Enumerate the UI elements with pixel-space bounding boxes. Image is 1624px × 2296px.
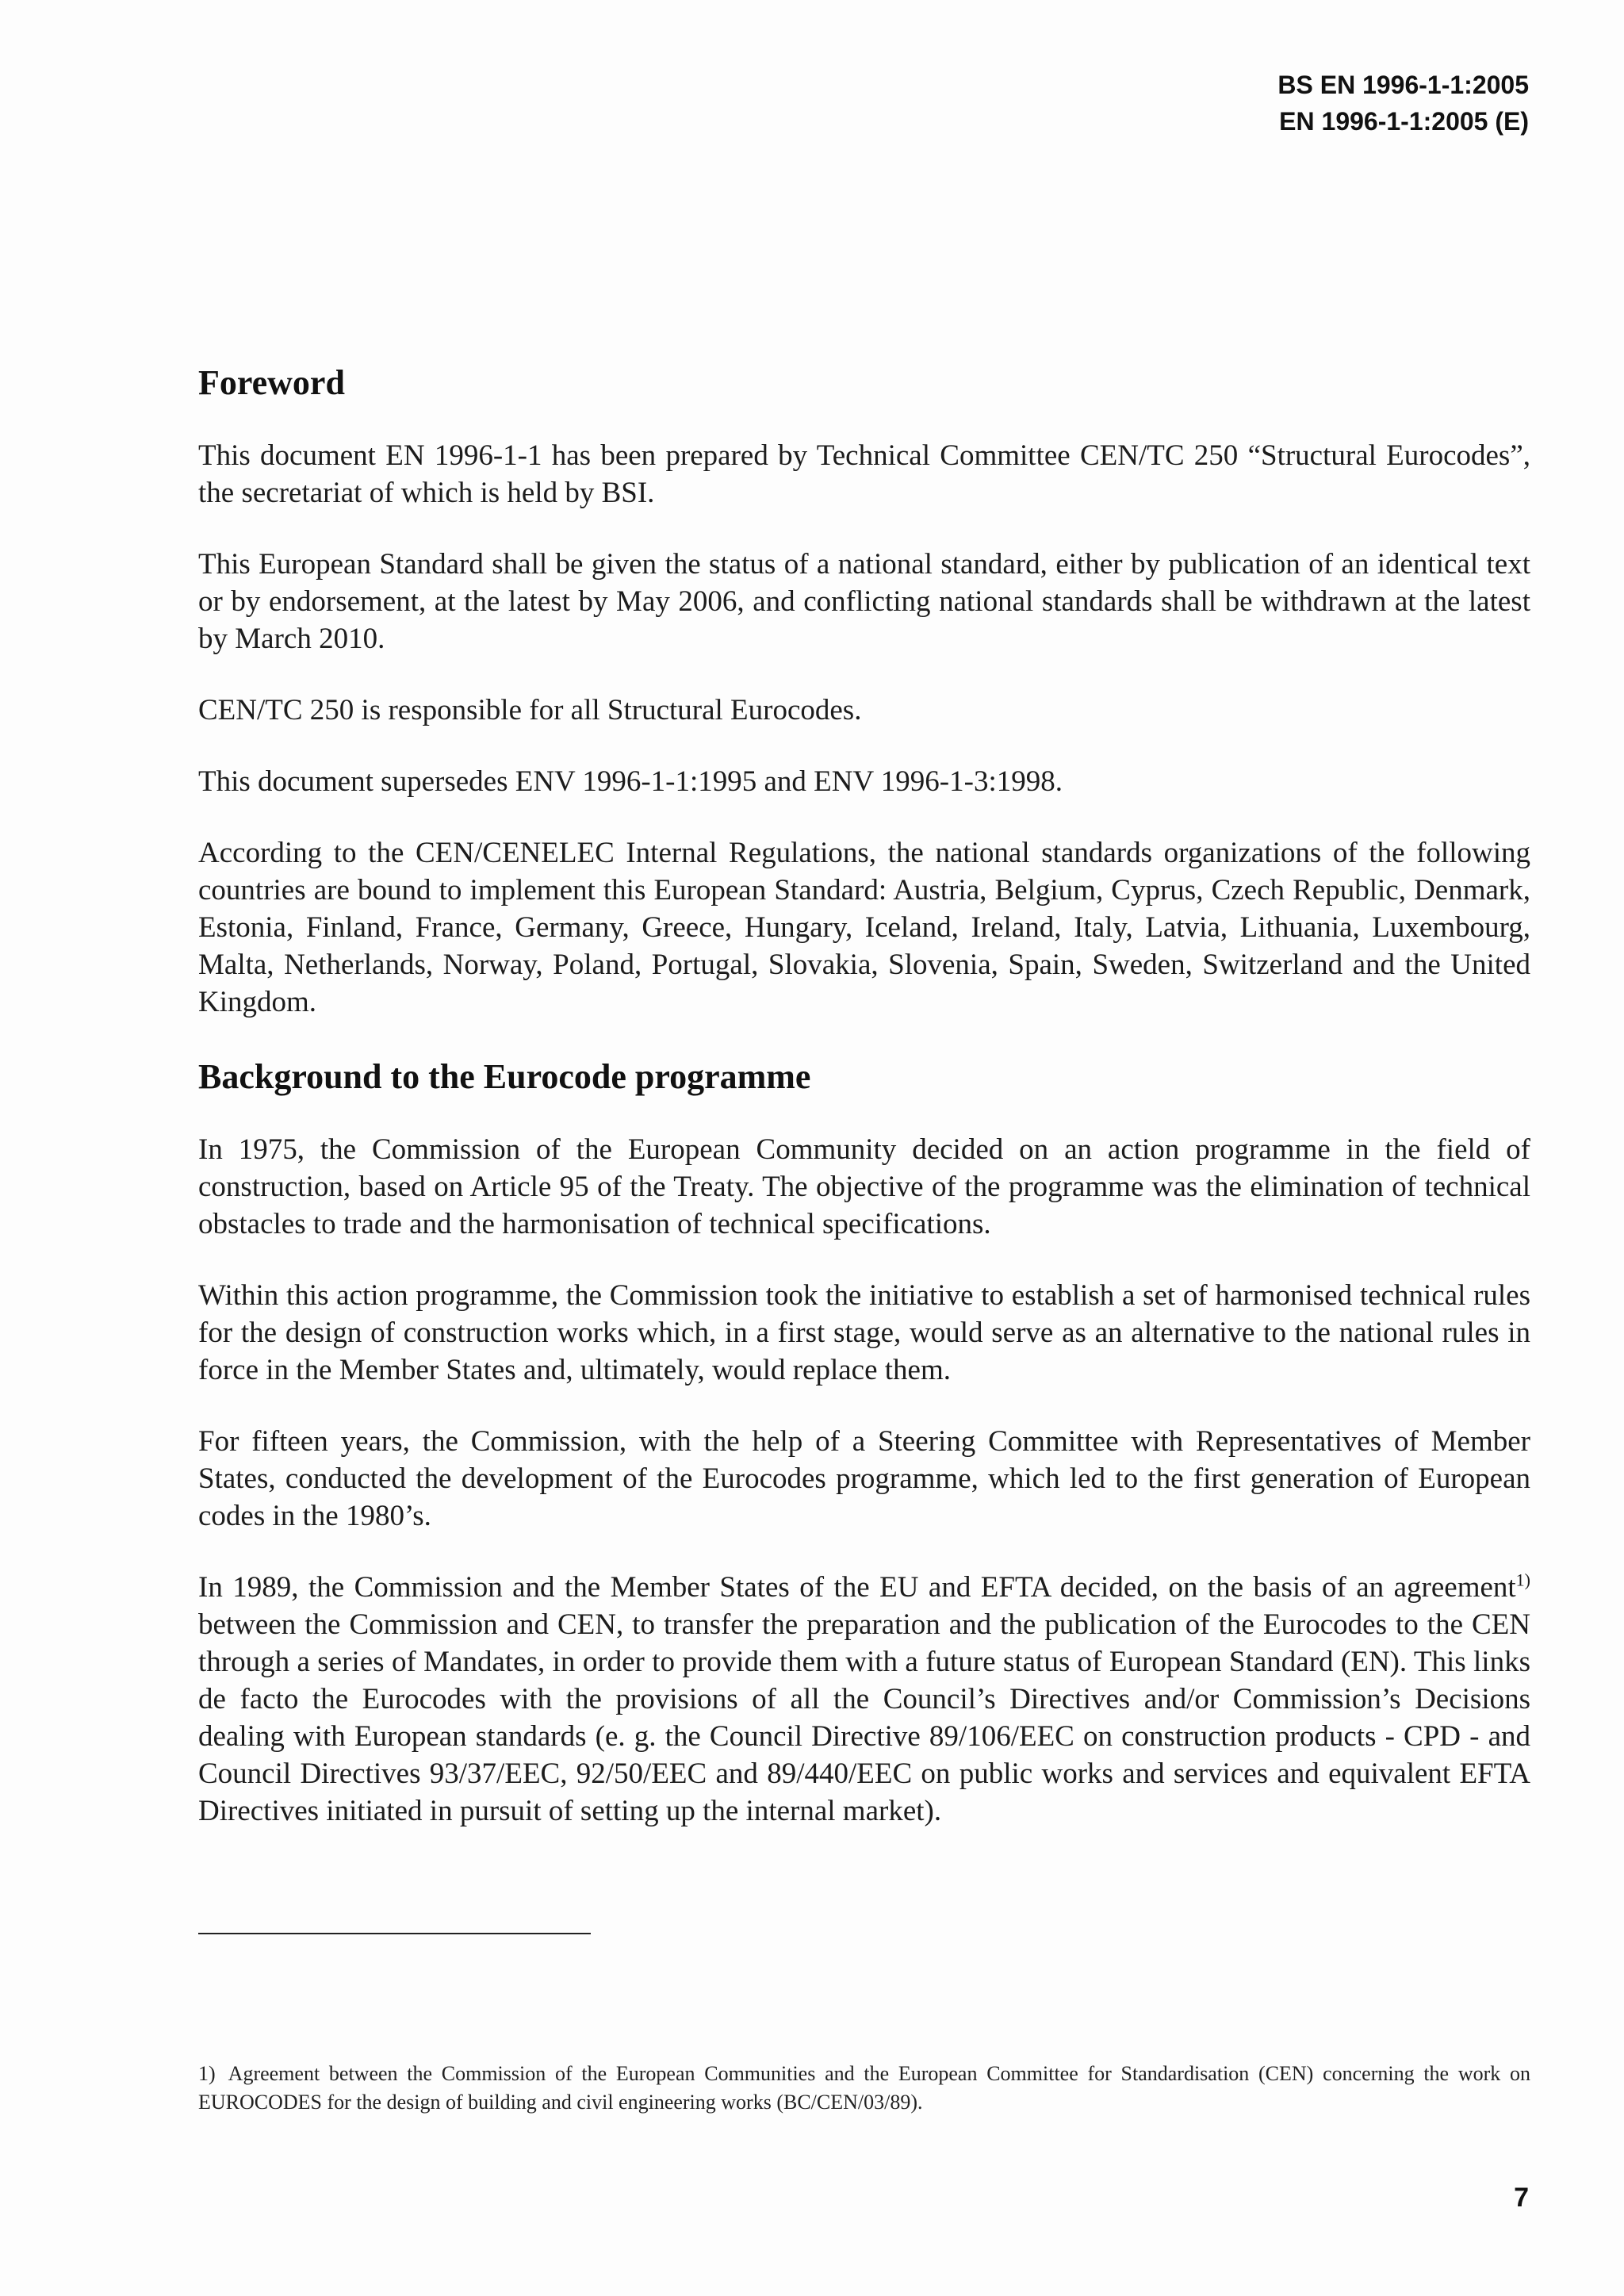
main-content xyxy=(198,361,1530,1864)
background-paragraph xyxy=(198,1569,1530,1830)
header-standard-bs: BS EN 1996-1-1:2005 xyxy=(1277,71,1529,99)
background-paragraph: In 1975, the Commission of the European Community decided on an action programme in the field of construction, based on Article 95 of the Treaty. The objective of the programme was the elimination of technical obstacles to trade and the harmonisation of technical specifications. xyxy=(198,1133,1530,1240)
paragraph-text-after-ref: between the Commission and CEN, to transfer the preparation and the publication of the Eurocodes to the CEN through a series of Mandates, in order to provide them with a future status of European Standard (EN). This links de facto the Eurocodes with the provisions of all the Council’s Directives and/or Commission’s Decisions dealing with European standards (e. g. the Council Directive 89/106/EEC on construction products - CPD - and Council Directives 93/37/EEC, 92/50/EEC and 89/440/EEC on public works and services and equivalent EFTA Directives initiated in pursuit of setting up the internal market). xyxy=(198,1608,1530,1827)
footnote-separator xyxy=(198,1933,591,1934)
page-number: 7 xyxy=(1514,2183,1529,2213)
foreword-paragraph: This document supersedes ENV 1996-1-1:1995 and ENV 1996-1-3:1998. xyxy=(198,765,1063,798)
footnote-mark: 1) xyxy=(198,2062,216,2085)
background-heading: Background to the Eurocode programme xyxy=(198,1057,811,1096)
footnote-text: Agreement between the Commission of the European Communities and the European Committee for Standardisation (CEN) concerning the work on EUROCODES for the design of building and civil engineering works (BC/CEN/03/89). xyxy=(198,2062,1530,2114)
background-paragraph: For fifteen years, the Commission, with the help of a Steering Committee with Representatives of Member States, conducted the development of the Eurocodes programme, which led to the first generation of European codes in the 1980’s. xyxy=(198,1425,1530,1532)
foreword-paragraph: CEN/TC 250 is responsible for all Structural Eurocodes. xyxy=(198,694,862,726)
paragraph-text-before-ref: In 1989, the Commission and the Member States of the EU and EFTA decided, on the basis of an agreement xyxy=(198,1571,1516,1604)
footnote xyxy=(198,2060,1530,2117)
background-paragraph: Within this action programme, the Commission took the initiative to establish a set of harmonised technical rules for the design of construction works which, in a first stage, would serve as an alternative to the national rules in force in the Member States and, ultimately, would replace them. xyxy=(198,1279,1530,1386)
foreword-paragraph: This document EN 1996-1-1 has been prepared by Technical Committee CEN/TC 250 “Structural Eurocodes”, the secretariat of which is held by BSI. xyxy=(198,439,1530,509)
footnote-reference: 1) xyxy=(1515,1570,1530,1590)
header-standard-en: EN 1996-1-1:2005 (E) xyxy=(1279,107,1529,136)
foreword-paragraph: This European Standard shall be given the status of a national standard, either by publication of an identical text or by endorsement, at the latest by May 2006, and conflicting national standards shall be withdrawn at the latest by March 2010. xyxy=(198,548,1530,655)
foreword-paragraph: According to the CEN/CENELEC Internal Regulations, the national standards organizations of the following countries are bound to implement this European Standard: Austria, Belgium, Cyprus, Czech Republic, Denmark, Estonia, Finland, France, Germany, Greece, Hungary, Iceland, Ireland, Italy, Latvia, Lithuania, Luxembourg, Malta, Netherlands, Norway, Poland, Portugal, Slovakia, Slovenia, Spain, Sweden, Switzerland and the United Kingdom. xyxy=(198,837,1530,1018)
document-header xyxy=(1277,67,1529,140)
foreword-heading: Foreword xyxy=(198,363,345,402)
